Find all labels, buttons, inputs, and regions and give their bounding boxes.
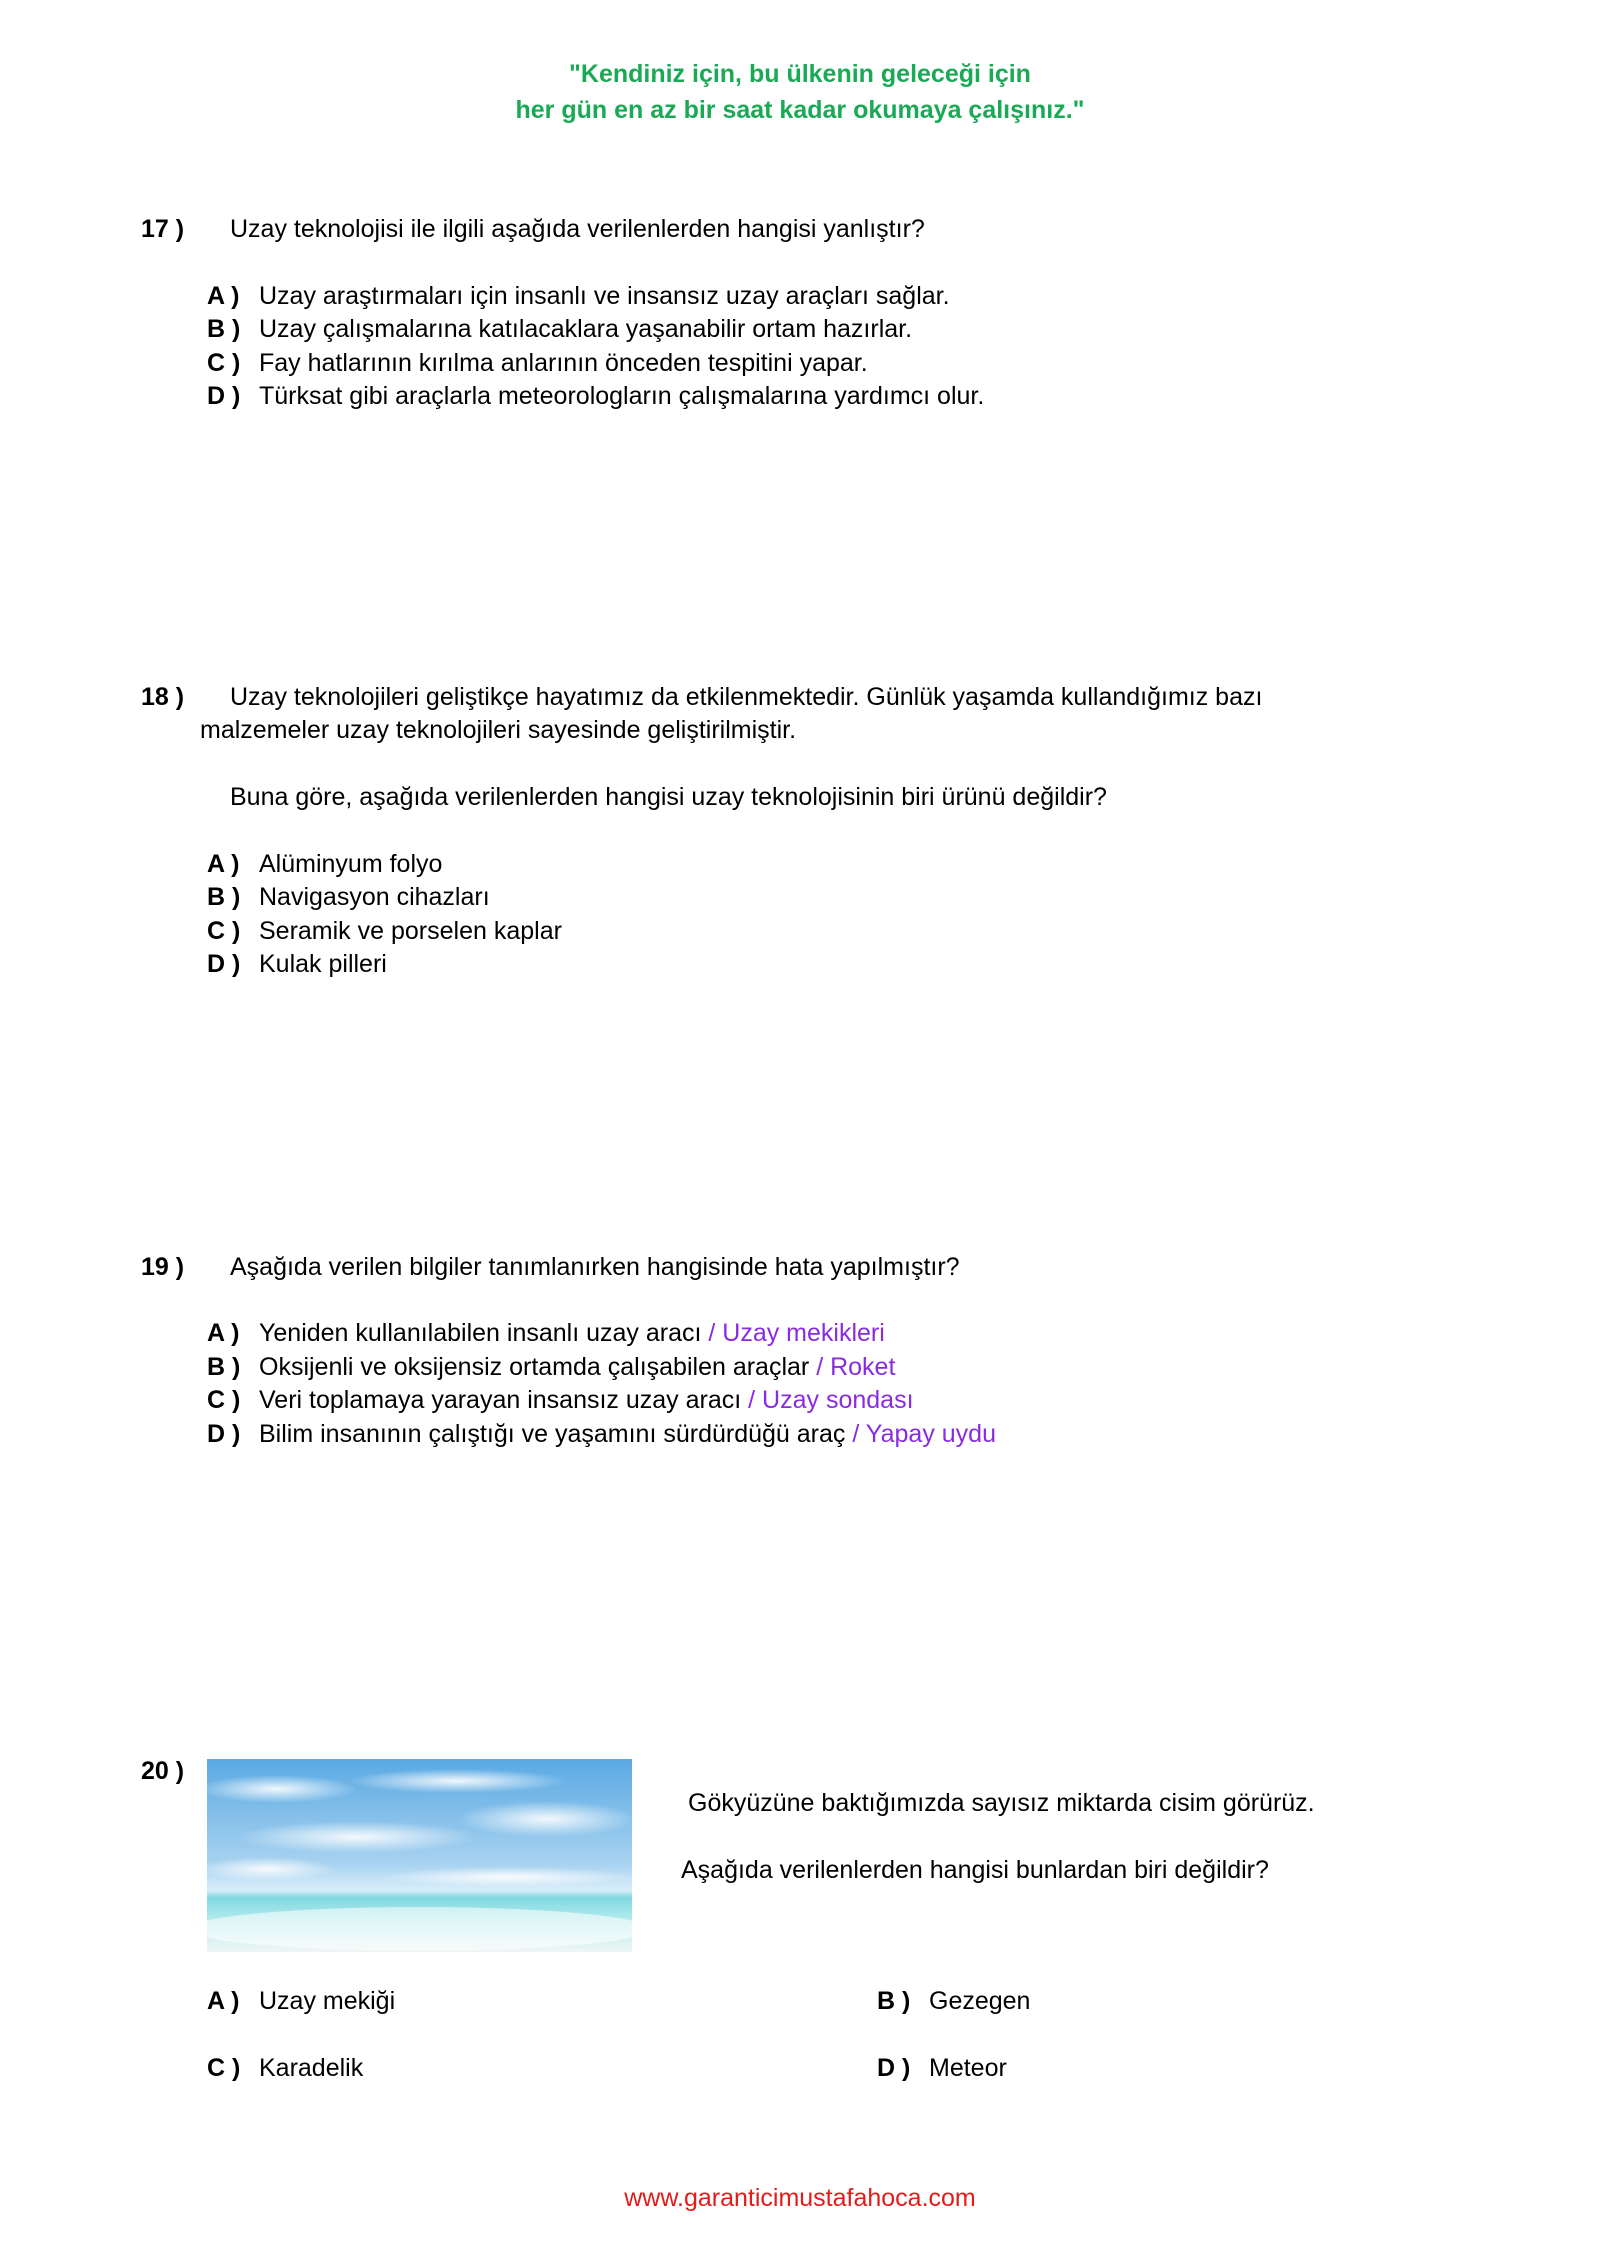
option-text: Veri toplamaya yarayan insansız uzay aracı (259, 1386, 742, 1414)
question-stem: Aşağıda verilen bilgiler tanımlanırken hangisinde hata yapılmıştır? (230, 1253, 960, 1281)
option-text: Seramik ve porselen kaplar (259, 917, 562, 945)
question-stem: Gökyüzüne baktığımızda sayısız miktarda cisim görürüz. (688, 1789, 1315, 1817)
option-letter: B ) (207, 315, 241, 343)
option-text: Alüminyum folyo (259, 850, 443, 878)
option-b[interactable] (207, 881, 490, 915)
option-a[interactable] (207, 1985, 395, 2019)
sky-sea-photo (207, 1759, 632, 1952)
sky-sea-image (207, 1759, 632, 1952)
question-prompt: Buna göre, aşağıda verilenlerden hangisi uzay teknolojisinin biri ürünü değildir? (230, 783, 1107, 811)
question-number: 18 ) (141, 683, 185, 711)
option-letter: C ) (207, 2054, 241, 2082)
option-letter: D ) (207, 382, 241, 410)
option-d[interactable] (207, 380, 984, 414)
option-answer: / Yapay uydu (852, 1420, 996, 1448)
option-b[interactable] (207, 313, 912, 347)
question-number: 20 ) (141, 1757, 185, 1785)
option-text: Gezegen (929, 1987, 1031, 2015)
option-letter: D ) (207, 950, 241, 978)
option-c[interactable] (207, 347, 868, 381)
option-c[interactable] (207, 2052, 363, 2086)
option-text: Oksijenli ve oksijensiz ortamda çalışabilen araçlar (259, 1353, 810, 1381)
motto-line-1: "Kendiniz için, bu ülkenin geleceği için (569, 60, 1031, 88)
question-stem: Uzay teknolojisi ile ilgili aşağıda verilenlerden hangisi yanlıştır? (230, 215, 925, 243)
option-letter: A ) (207, 282, 240, 310)
option-letter: C ) (207, 349, 241, 377)
option-text: Meteor (929, 2054, 1007, 2082)
option-letter: A ) (207, 1319, 240, 1347)
option-letter: A ) (207, 850, 240, 878)
option-c[interactable] (207, 1384, 914, 1418)
option-text: Bilim insanının çalıştığı ve yaşamını sürdürdüğü araç (259, 1420, 846, 1448)
option-d[interactable] (207, 948, 387, 982)
option-letter: C ) (207, 917, 241, 945)
option-text: Uzay çalışmalarına katılacaklara yaşanabilir ortam hazırlar. (259, 315, 913, 343)
option-letter: B ) (877, 1987, 911, 2015)
option-text: Uzay mekiği (259, 1987, 396, 2015)
option-a[interactable] (207, 1317, 885, 1351)
option-c[interactable] (207, 915, 562, 949)
option-text: Karadelik (259, 2054, 364, 2082)
option-text: Kulak pilleri (259, 950, 387, 978)
option-answer: / Uzay sondası (748, 1386, 914, 1414)
option-letter: C ) (207, 1386, 241, 1414)
option-d[interactable] (207, 1418, 996, 1452)
motto-line-2: her gün en az bir saat kadar okumaya çalışınız." (515, 96, 1085, 124)
option-text: Türksat gibi araçlarla meteorologların çalışmalarına yardımcı olur. (259, 382, 985, 410)
option-text: Fay hatlarının kırılma anlarının önceden tespitini yapar. (259, 349, 868, 377)
option-b[interactable] (207, 1351, 895, 1385)
question-prompt: Aşağıda verilenlerden hangisi bunlardan biri değildir? (681, 1856, 1269, 1884)
option-letter: B ) (207, 1353, 241, 1381)
option-a[interactable] (207, 848, 442, 882)
question-number: 19 ) (141, 1253, 185, 1281)
option-text: Navigasyon cihazları (259, 883, 490, 911)
option-answer: / Roket (816, 1353, 896, 1381)
question-stem-line-1: Uzay teknolojileri geliştikçe hayatımız da etkilenmektedir. Günlük yaşamda kullandığımız bazı (230, 683, 1263, 711)
option-answer: / Uzay mekikleri (708, 1319, 885, 1347)
option-letter: B ) (207, 883, 241, 911)
option-a[interactable] (207, 280, 950, 314)
option-text: Uzay araştırmaları için insanlı ve insansız uzay araçları sağlar. (259, 282, 950, 310)
option-b[interactable] (877, 1985, 1030, 2019)
question-number: 17 ) (141, 215, 185, 243)
option-letter: D ) (207, 1420, 241, 1448)
footer-url[interactable]: www.garanticimustafahoca.com (624, 2184, 976, 2212)
option-letter: A ) (207, 1987, 240, 2015)
question-stem-line-2: malzemeler uzay teknolojileri sayesinde geliştirilmiştir. (200, 716, 797, 744)
option-letter: D ) (877, 2054, 911, 2082)
motto-quote (0, 56, 1600, 128)
option-text: Yeniden kullanılabilen insanlı uzay aracı (259, 1319, 702, 1347)
option-d[interactable] (877, 2052, 1007, 2086)
